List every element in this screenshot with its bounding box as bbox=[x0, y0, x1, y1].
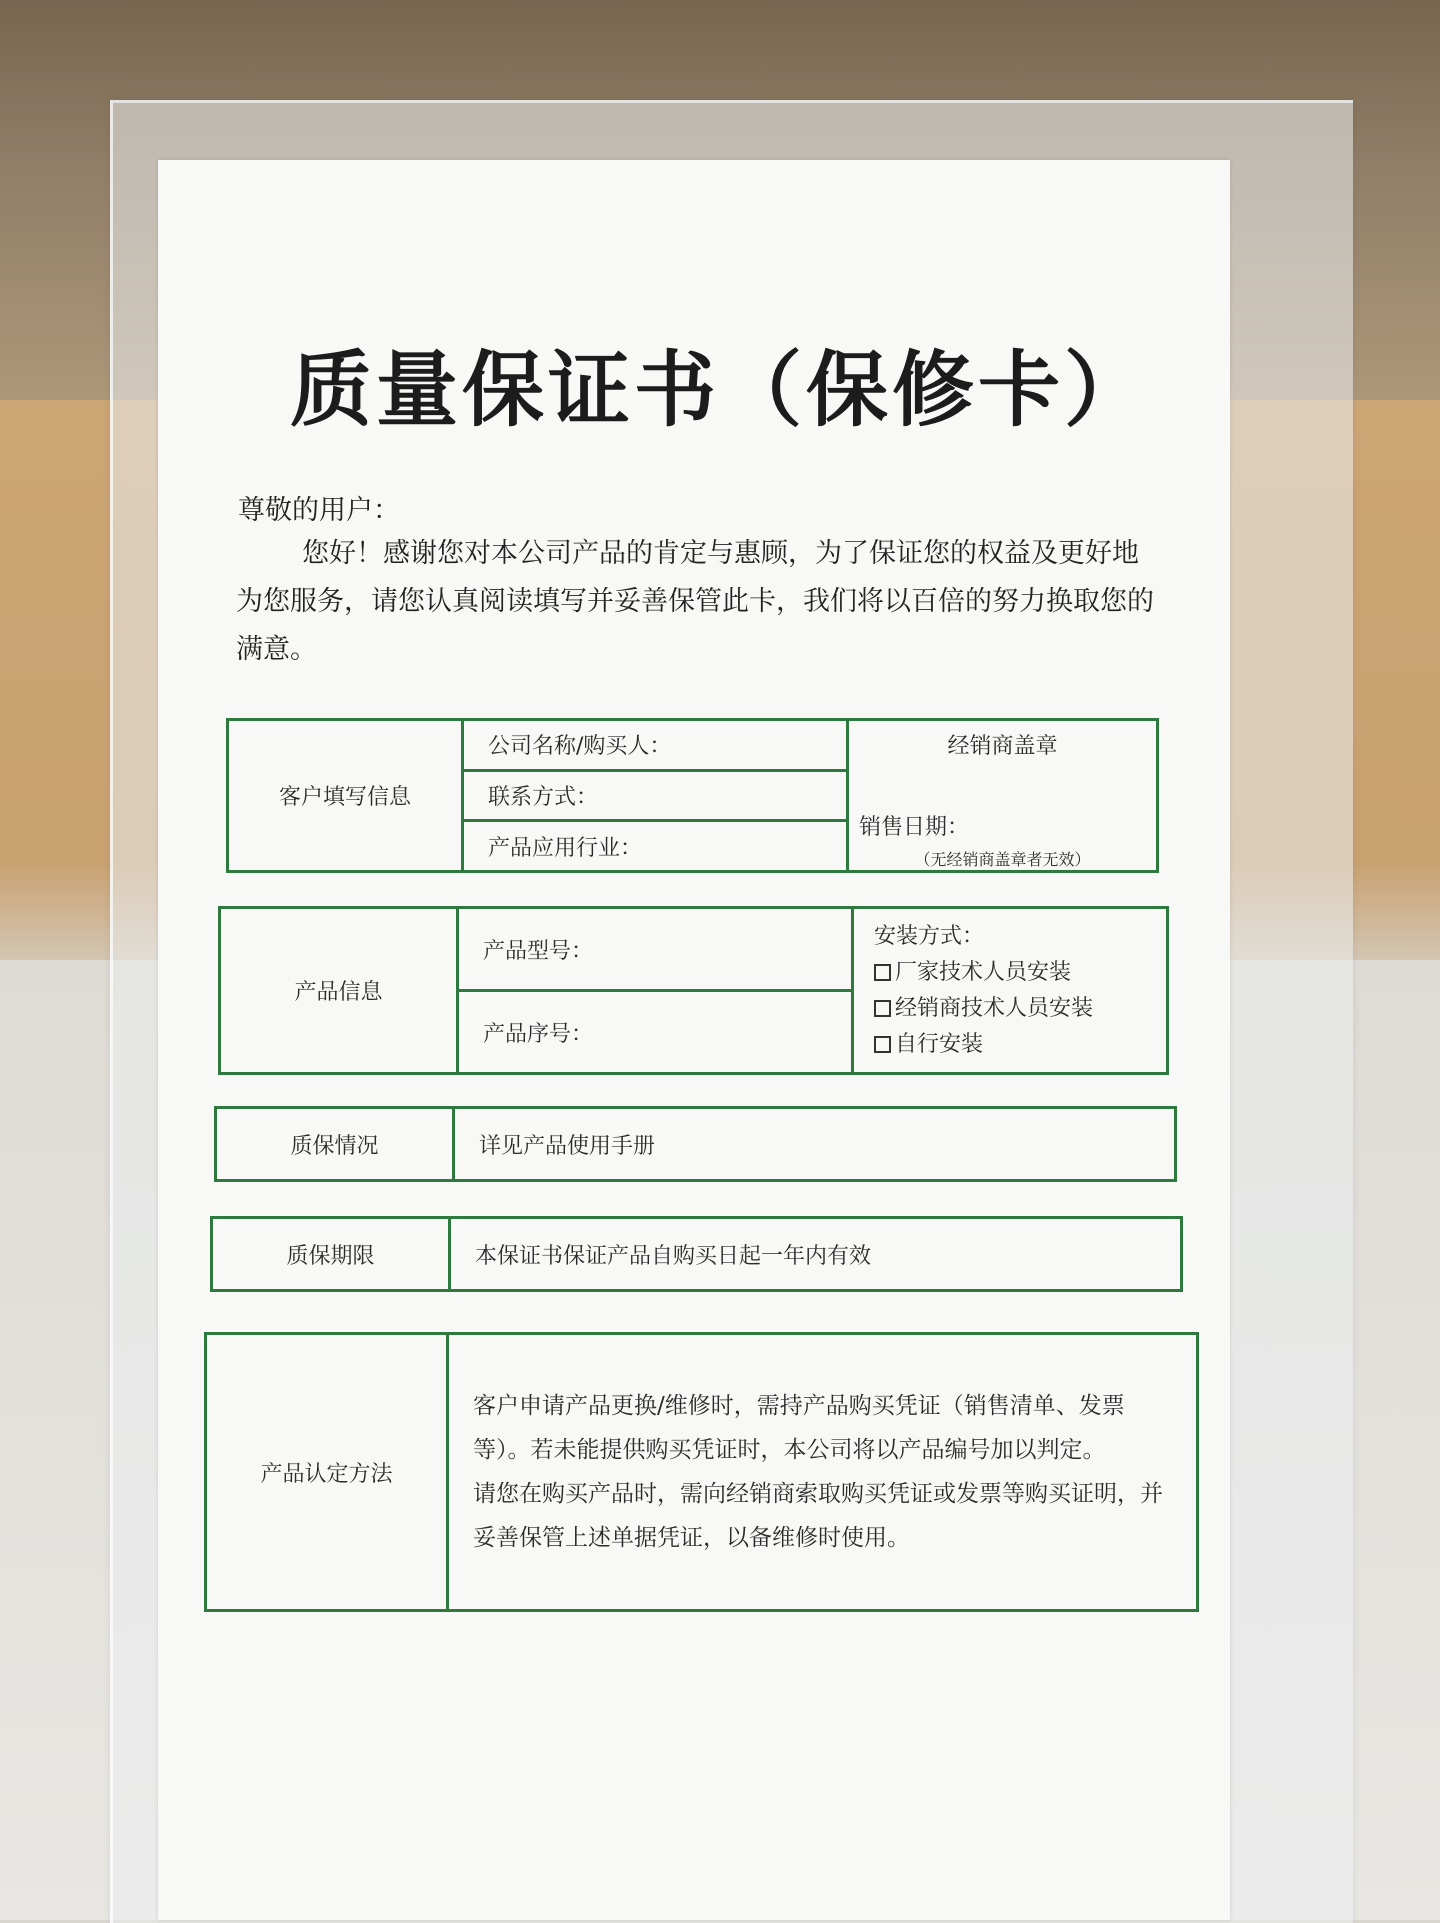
verification-table bbox=[204, 1332, 1199, 1612]
greeting: 尊敬的用户： bbox=[238, 495, 400, 526]
warranty-period-table bbox=[210, 1216, 1183, 1292]
checkbox-icon bbox=[874, 1000, 891, 1017]
checkbox-icon bbox=[874, 964, 891, 981]
verification-paragraph-2: 请您在购买产品时，需向经销商索取购买凭证或发票等购买证明，并妥善保管上述单据凭证，以备维修时使用。 bbox=[473, 1481, 1163, 1551]
product-info-table bbox=[218, 906, 1169, 1075]
warranty-status-header: 质保情况 bbox=[216, 1108, 454, 1181]
customer-info-header: 客户填写信息 bbox=[228, 720, 463, 872]
product-info-header: 产品信息 bbox=[220, 908, 458, 1074]
warranty-period-header: 质保期限 bbox=[212, 1218, 450, 1291]
install-option-factory: 厂家技术人员安装 bbox=[874, 955, 1146, 991]
intro-paragraph: 您好！感谢您对本公司产品的肯定与惠顾，为了保证您的权益及更好地为您服务，请您认真阅读填写并妥善保管此卡，我们将以百倍的努力换取您的满意。 bbox=[236, 538, 1154, 665]
verification-paragraph-1: 客户申请产品更换/维修时，需持产品购买凭证（销售清单、发票等）。若未能提供购买凭证时，本公司将以产品编号加以判定。 bbox=[473, 1393, 1125, 1463]
company-field: 公司名称/购买人： bbox=[463, 720, 848, 771]
install-option-self: 自行安装 bbox=[874, 1027, 1146, 1063]
stamp-note: （无经销商盖章者无效） bbox=[914, 850, 1091, 869]
install-method-label: 安装方式： bbox=[874, 923, 985, 949]
warranty-status-value: 详见产品使用手册 bbox=[454, 1108, 1176, 1181]
serial-field: 产品序号： bbox=[458, 991, 853, 1074]
dealer-stamp-label: 经销商盖章 bbox=[947, 734, 1058, 759]
checkbox-icon bbox=[874, 1036, 891, 1053]
verification-header: 产品认定方法 bbox=[206, 1334, 448, 1611]
model-field: 产品型号： bbox=[458, 908, 853, 991]
dealer-stamp-area bbox=[848, 720, 1158, 872]
industry-field: 产品应用行业： bbox=[463, 821, 848, 872]
contact-field: 联系方式： bbox=[463, 770, 848, 821]
sale-date-label: 销售日期： bbox=[859, 815, 970, 840]
install-option-dealer: 经销商技术人员安装 bbox=[874, 991, 1146, 1027]
install-method-area bbox=[853, 908, 1168, 1074]
warranty-period-value: 本保证书保证产品自购买日起一年内有效 bbox=[450, 1218, 1182, 1291]
customer-info-table bbox=[226, 718, 1159, 873]
document-title: 质量保证书（保修卡） bbox=[289, 343, 1150, 438]
warranty-status-table bbox=[214, 1106, 1177, 1182]
verification-content bbox=[448, 1334, 1198, 1611]
